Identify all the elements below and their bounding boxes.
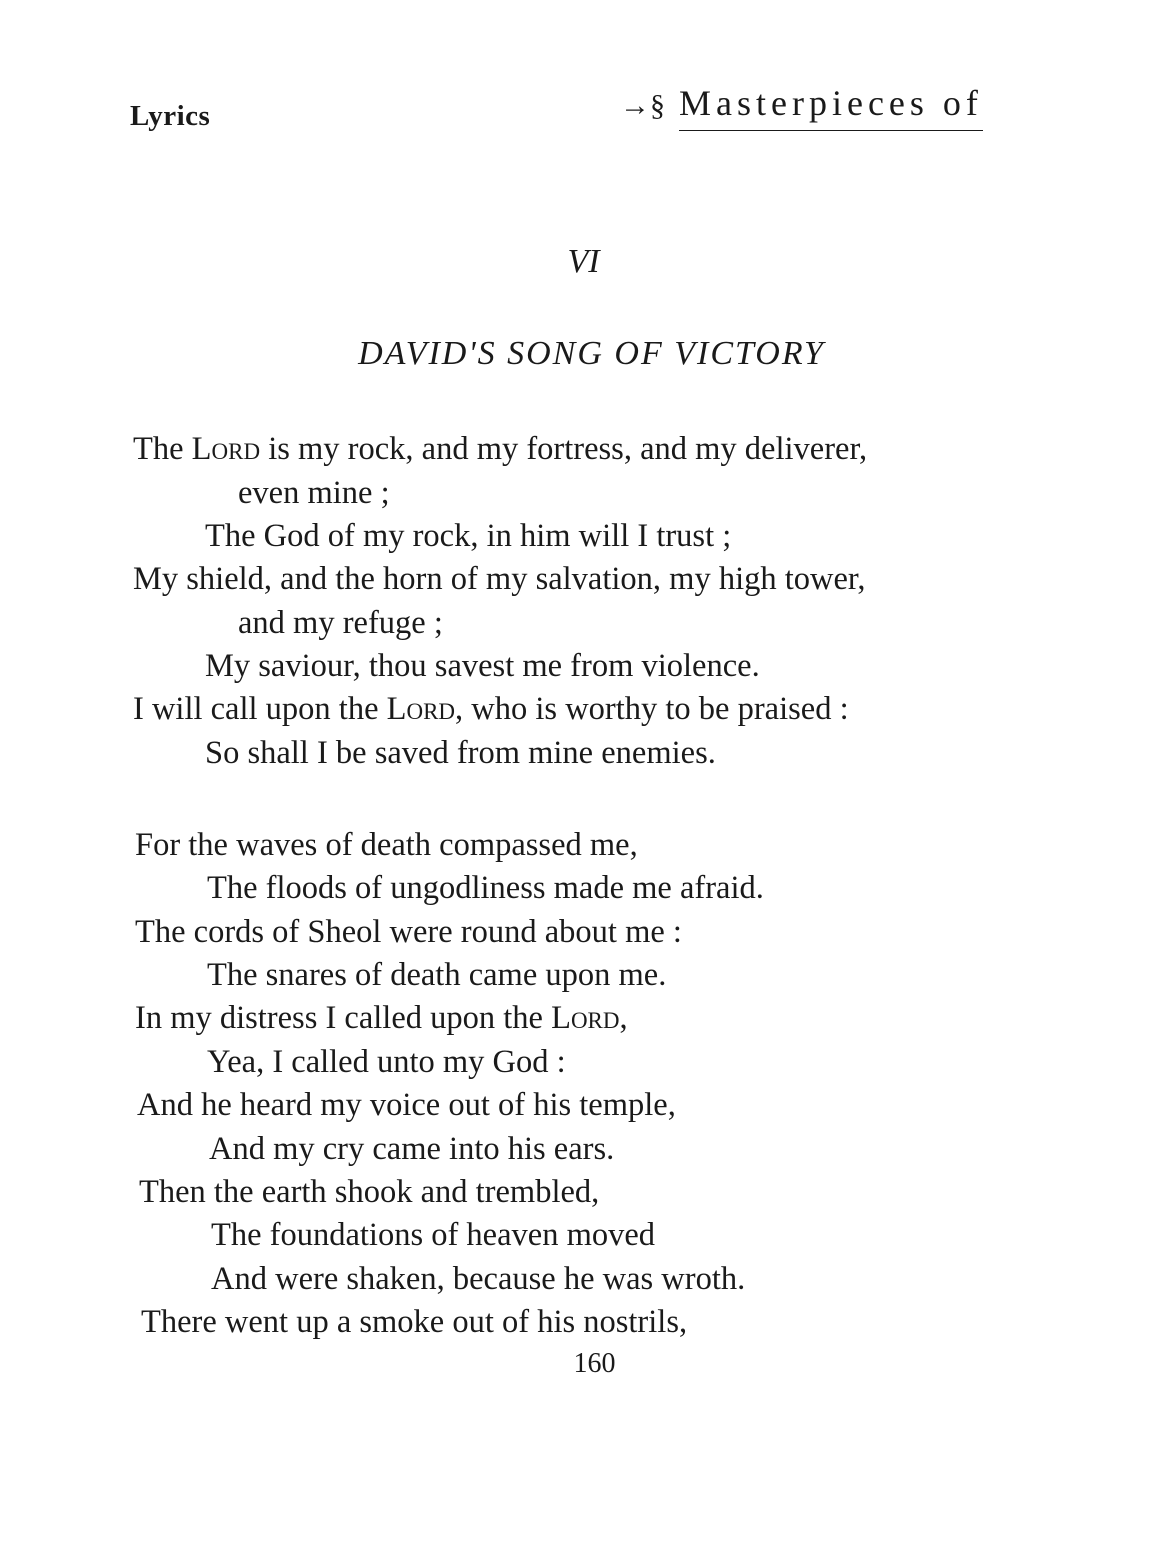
poem-line: I will call upon the Lord, who is worthy to be praised : <box>133 691 849 727</box>
poem-line: My shield, and the horn of my salvation, my high tower, <box>133 561 866 597</box>
poem-line: and my refuge ; <box>238 605 443 641</box>
poem-line: The floods of ungodliness made me afraid. <box>207 870 764 906</box>
running-head-left: Lyrics <box>130 100 211 132</box>
poem-line: There went up a smoke out of his nostrils, <box>141 1304 688 1340</box>
ornament-icon: →§ <box>620 89 665 122</box>
poem-line: Yea, I called unto my God : <box>207 1044 566 1080</box>
poem-line: even mine ; <box>238 475 390 511</box>
page-number: 160 <box>573 1348 616 1379</box>
poem-line: For the waves of death compassed me, <box>135 827 638 863</box>
poem-line: And were shaken, because he was wroth. <box>211 1261 746 1297</box>
running-head-title: Masterpieces of <box>679 82 983 131</box>
poem-line: In my distress I called upon the Lord, <box>135 1000 628 1036</box>
poem-line: The snares of death came upon me. <box>207 957 667 993</box>
poem-title: DAVID'S SONG OF VICTORY <box>358 335 825 372</box>
poem-line: And he heard my voice out of his temple, <box>137 1087 676 1123</box>
section-number: VI <box>567 243 600 280</box>
poem-line: The foundations of heaven moved <box>211 1217 656 1253</box>
poem-line: Then the earth shook and trembled, <box>139 1174 600 1210</box>
poem-line: The God of my rock, in him will I trust ; <box>205 518 732 554</box>
poem-line: And my cry came into his ears. <box>209 1131 615 1167</box>
poem-line: So shall I be saved from mine enemies. <box>205 735 716 771</box>
poem-line: The Lord is my rock, and my fortress, and my deliverer, <box>133 431 868 467</box>
poem-line: My saviour, thou savest me from violence. <box>205 648 760 684</box>
poem-line: The cords of Sheol were round about me : <box>135 914 682 950</box>
running-head-right <box>620 82 1035 131</box>
